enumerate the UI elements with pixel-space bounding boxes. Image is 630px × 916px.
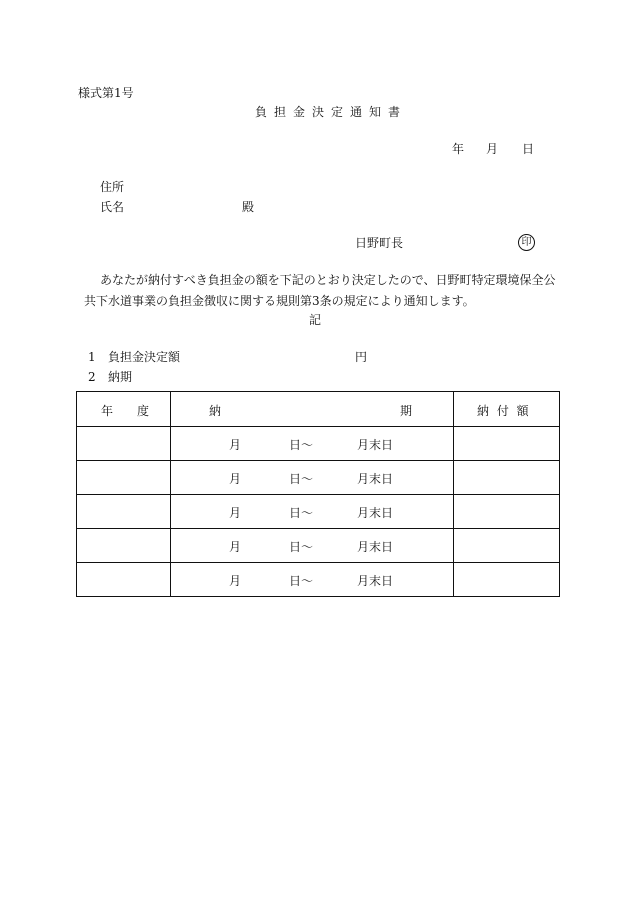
item1-label: 負担金決定額 [108, 350, 181, 364]
day-from-marker: 日～ [289, 506, 314, 520]
table-row [77, 563, 560, 597]
month-marker: 月 [229, 438, 242, 452]
date-year: 年 [452, 142, 465, 156]
month-marker: 月 [229, 540, 242, 554]
month-end-marker: 月末日 [357, 472, 394, 486]
day-from-marker: 日～ [289, 574, 314, 588]
name-label: 氏名 [100, 200, 125, 214]
period-cell [171, 427, 454, 461]
month-end-marker: 月末日 [357, 540, 394, 554]
payment-schedule-table [76, 391, 560, 597]
ki-heading: 記 [309, 313, 322, 327]
year-cell[interactable] [77, 563, 171, 597]
table-row [77, 427, 560, 461]
period-cell [171, 495, 454, 529]
day-from-marker: 日～ [289, 540, 314, 554]
month-end-marker: 月末日 [357, 506, 394, 520]
day-from-marker: 日～ [289, 472, 314, 486]
issuer-title: 日野町長 [355, 236, 404, 250]
header-period [171, 392, 454, 427]
day-from-marker: 日～ [289, 438, 314, 452]
header-amount-label: 納 付 額 [477, 404, 531, 418]
item1-number: 1 [88, 350, 96, 364]
notice-body [84, 270, 564, 312]
period-cell [171, 563, 454, 597]
table-header-row [77, 392, 560, 427]
header-year-char1: 年 [101, 404, 114, 418]
period-cell [171, 461, 454, 495]
notice-body-line2: 共下水道事業の負担金徴収に関する規則第3条の規定により通知します。 [84, 294, 475, 308]
amount-cell[interactable] [454, 495, 560, 529]
header-year-char2: 度 [137, 404, 150, 418]
item2-label: 納期 [108, 370, 133, 384]
amount-cell[interactable] [454, 461, 560, 495]
table-row [77, 461, 560, 495]
table-row [77, 495, 560, 529]
document-title: 負担金決定通知書 [255, 105, 408, 119]
header-period-char2: 期 [400, 404, 413, 418]
month-end-marker: 月末日 [357, 574, 394, 588]
year-cell[interactable] [77, 461, 171, 495]
period-cell [171, 529, 454, 563]
honorific-dono: 殿 [242, 200, 255, 214]
header-amount [454, 392, 560, 427]
item2-number: 2 [88, 370, 96, 384]
month-marker: 月 [229, 574, 242, 588]
amount-cell[interactable] [454, 427, 560, 461]
seal-mark: 印 [518, 234, 535, 251]
date-day: 日 [522, 142, 535, 156]
date-month: 月 [486, 142, 499, 156]
year-cell[interactable] [77, 427, 171, 461]
month-marker: 月 [229, 472, 242, 486]
header-period-char1: 納 [209, 404, 222, 418]
notice-body-line1: あなたが納付すべき負担金の額を下記のとおり決定したので、日野町特定環境保全公 [100, 273, 556, 287]
header-fiscal-year [77, 392, 171, 427]
table-row [77, 529, 560, 563]
amount-cell[interactable] [454, 563, 560, 597]
month-marker: 月 [229, 506, 242, 520]
address-label: 住所 [100, 180, 125, 194]
amount-cell[interactable] [454, 529, 560, 563]
month-end-marker: 月末日 [357, 438, 394, 452]
item1-unit: 円 [355, 350, 368, 364]
year-cell[interactable] [77, 529, 171, 563]
form-number: 様式第1号 [78, 86, 134, 100]
year-cell[interactable] [77, 495, 171, 529]
